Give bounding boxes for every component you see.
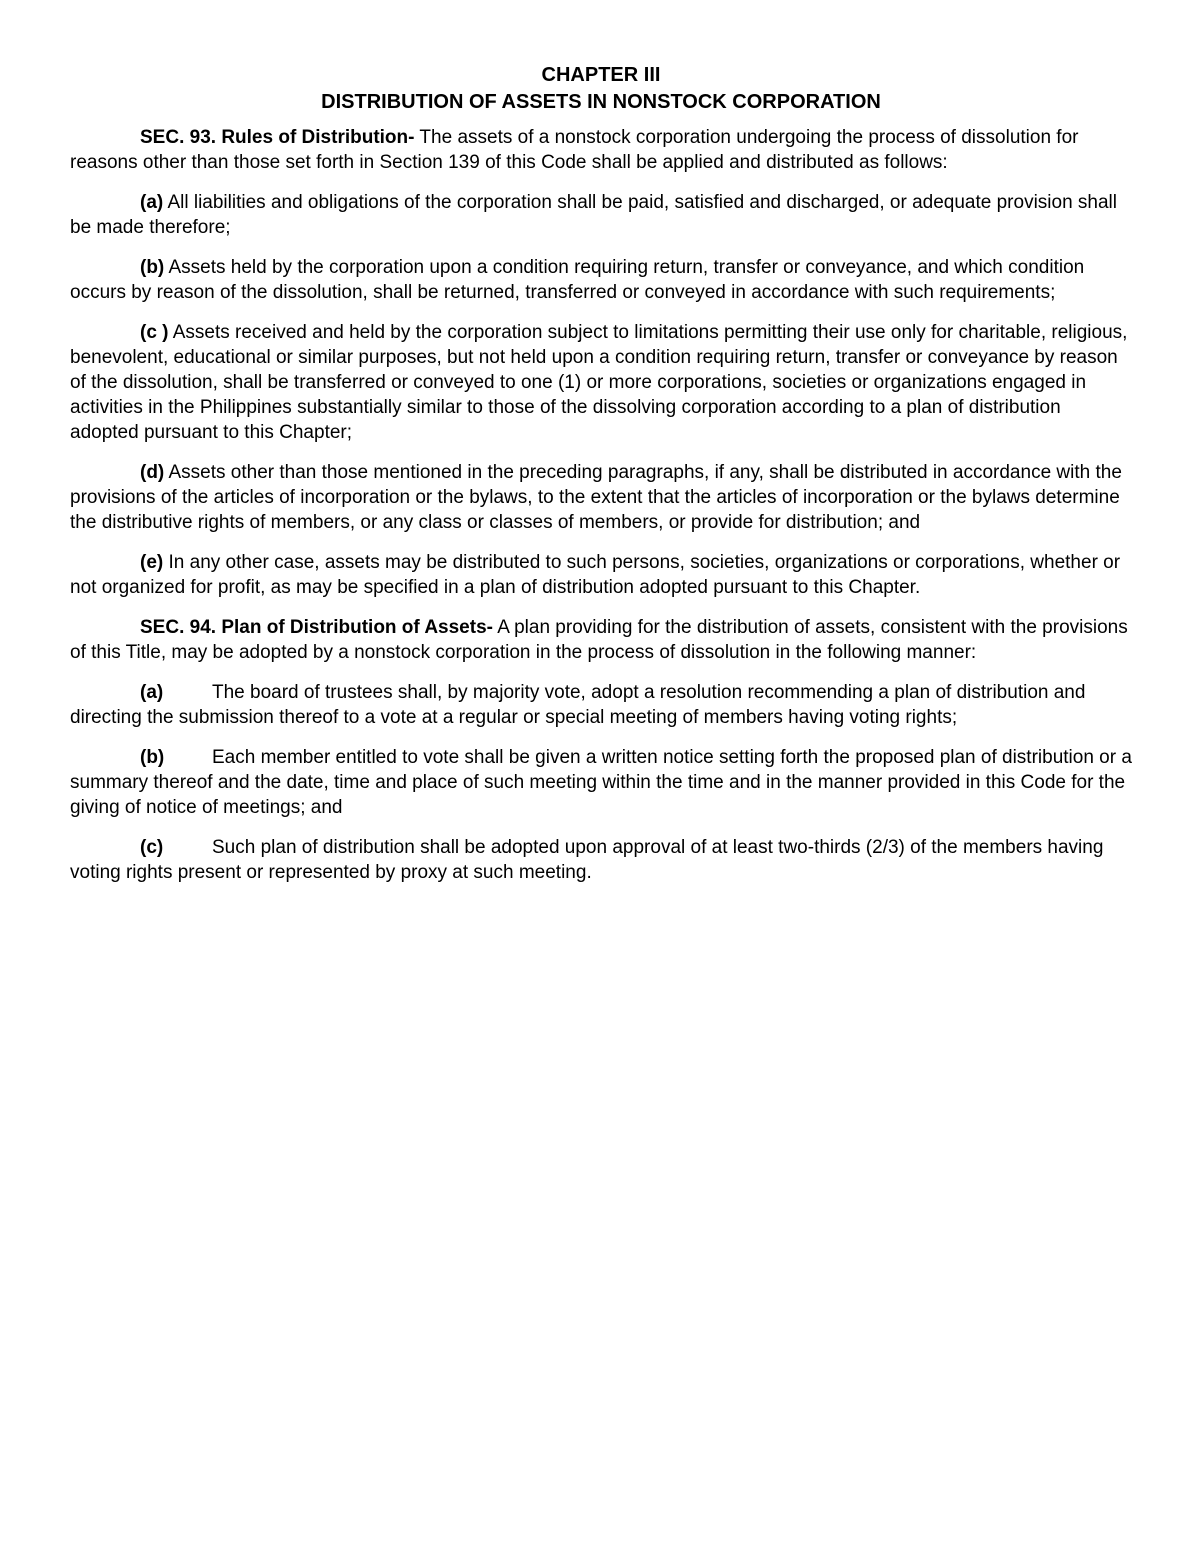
item-label: (b): [140, 257, 165, 278]
item-label: (c ): [140, 322, 169, 343]
item-label: (c): [140, 837, 164, 858]
section-93: [70, 125, 1132, 600]
item-label: (e): [140, 552, 164, 573]
section-label: SEC. 94. Plan of Distribution of Assets-: [140, 617, 493, 638]
list-item: [70, 680, 1132, 730]
item-text: The board of trustees shall, by majority vote, adopt a resolution recommending a plan of distribution and directing the submission thereof to a vote at a regular or special meeting of members having voting rights;: [70, 682, 1086, 728]
chapter-heading: [70, 62, 1132, 116]
section-intro: [70, 615, 1132, 665]
item-text: Assets other than those mentioned in the preceding paragraphs, if any, shall be distributed in accordance with the provisions of the articles of incorporation or the bylaws, to the extent that the articles of incorporation or the bylaws determine the distributive rights of members, or any class or classes of members, or provide for distribution; and: [70, 462, 1122, 533]
section-label: SEC. 93. Rules of Distribution-: [140, 127, 415, 148]
chapter-number: CHAPTER III: [541, 64, 661, 86]
section-text: The assets of a nonstock corporation undergoing the process of dissolution for reasons other than those set forth in Section 139 of this Code shall be applied and distributed as follows:: [70, 127, 1079, 173]
item-label: (b): [140, 747, 165, 768]
item-label: (a): [140, 192, 164, 213]
list-item: [70, 835, 1132, 885]
section-text: A plan providing for the distribution of assets, consistent with the provisions of this Title, may be adopted by a nonstock corporation in the process of dissolution in the following manner:: [70, 617, 1128, 663]
list-item: [70, 190, 1132, 240]
item-text: All liabilities and obligations of the corporation shall be paid, satisfied and discharged, or adequate provision shall be made therefore;: [70, 192, 1118, 238]
list-item: [70, 745, 1132, 820]
list-item: [70, 320, 1132, 445]
item-text: In any other case, assets may be distributed to such persons, societies, organizations or corporations, whether or not organized for profit, as may be specified in a plan of distribution adopted pursuant to this Chapter.: [70, 552, 1121, 598]
item-text: Such plan of distribution shall be adopted upon approval of at least two-thirds (2/3) of the members having voting rights present or represented by proxy at such meeting.: [70, 837, 1104, 883]
item-text: Assets held by the corporation upon a condition requiring return, transfer or conveyance, and which condition occurs by reason of the dissolution, shall be returned, transferred or conveyed in accordance with such requirements;: [70, 257, 1085, 303]
item-text: Assets received and held by the corporation subject to limitations permitting their use only for charitable, religious, benevolent, educational or similar purposes, but not held upon a condition requiring return, transfer or conveyance by reason of the dissolution, shall be transferred or conveyed to one (1) or more corporations, societies or organizations engaged in activities in the Philippines substantially similar to those of the dissolving corporation according to a plan of distribution adopted pursuant to this Chapter;: [70, 322, 1128, 443]
list-item: [70, 460, 1132, 535]
section-intro: [70, 125, 1132, 175]
item-label: (d): [140, 462, 165, 483]
chapter-title: DISTRIBUTION OF ASSETS IN NONSTOCK CORPORATION: [321, 91, 881, 113]
document-page: [70, 62, 1132, 900]
section-94: [70, 615, 1132, 885]
item-text: Each member entitled to vote shall be given a written notice setting forth the proposed plan of distribution or a summary thereof and the date, time and place of such meeting within the time and in the manner provided in this Code for the giving of notice of meetings; and: [70, 747, 1132, 818]
item-label: (a): [140, 682, 164, 703]
list-item: [70, 550, 1132, 600]
list-item: [70, 255, 1132, 305]
